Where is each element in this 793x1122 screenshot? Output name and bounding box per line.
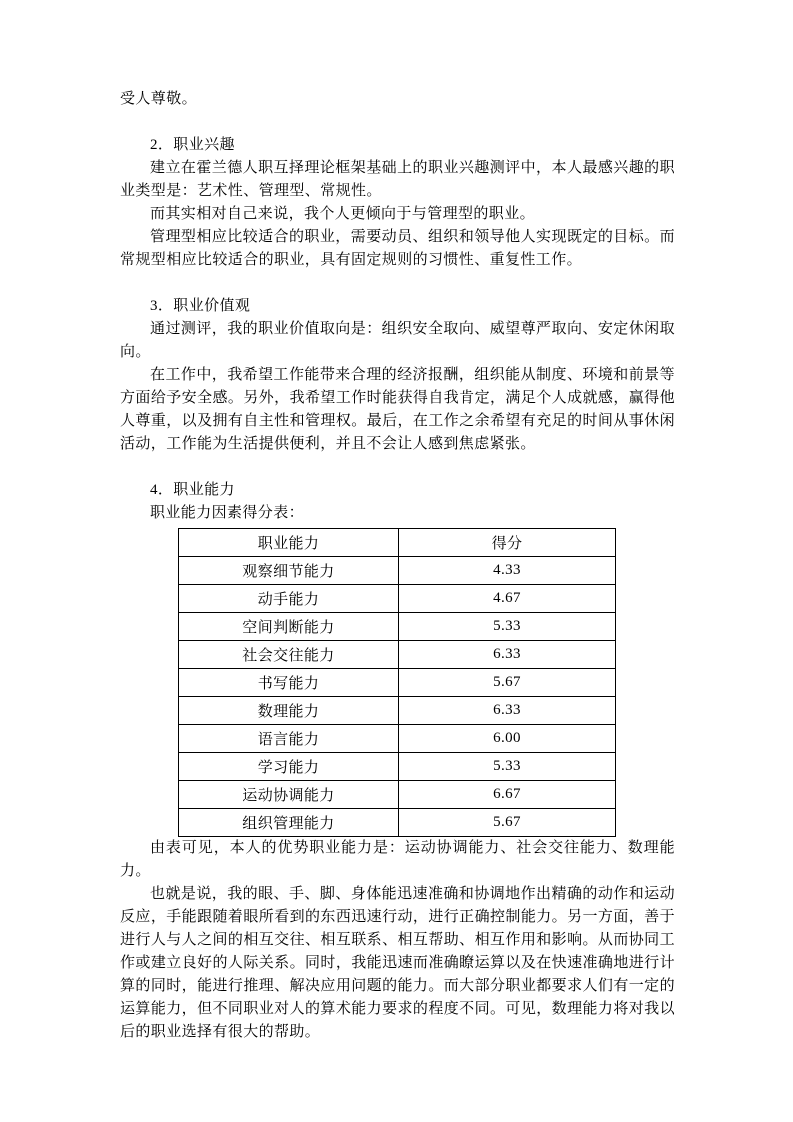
ability-score-table xyxy=(178,528,616,837)
score-cell: 4.67 xyxy=(399,585,616,613)
table-header-row xyxy=(179,529,616,557)
score-cell: 5.67 xyxy=(399,669,616,697)
score-cell: 5.67 xyxy=(399,809,616,837)
score-cell: 5.33 xyxy=(399,613,616,641)
ability-cell: 运动协调能力 xyxy=(179,781,399,809)
ability-cell: 空间判断能力 xyxy=(179,613,399,641)
ability-cell: 组织管理能力 xyxy=(179,809,399,837)
score-cell: 5.33 xyxy=(399,753,616,781)
table-row xyxy=(179,557,616,585)
score-cell: 6.00 xyxy=(399,725,616,753)
section2-paragraph-1: 建立在霍兰德人职互择理论框架基础上的职业兴趣测评中，本人最感兴趣的职业类型是：艺术性、管理型、常规性。 xyxy=(120,160,675,199)
table-row xyxy=(179,697,616,725)
section3-paragraph-2: 在工作中，我希望工作能带来合理的经济报酬，组织能从制度、环境和前景等方面给予安全感。另外，我希望工作时能获得自我肯定，满足个人成就感，赢得他人尊重，以及拥有自主性和管理权。最后，在工作之余希望有充足的时间从事休闲活动，工作能为生活提供便利，并且不会让人感到焦虑紧张。 xyxy=(120,367,675,452)
table-row xyxy=(179,781,616,809)
score-cell: 6.67 xyxy=(399,781,616,809)
section3-paragraph-1: 通过测评，我的职业价值取向是：组织安全取向、威望尊严取向、安定休闲取向。 xyxy=(120,321,675,360)
table-row xyxy=(179,725,616,753)
section2-paragraph-3: 管理型相应比较适合的职业，需要动员、组织和领导他人实现既定的目标。而常规型相应比较适合的职业，具有固定规则的习惯性、重复性工作。 xyxy=(120,229,675,268)
paragraph-leading: 受人尊敬。 xyxy=(120,91,198,107)
ability-cell: 书写能力 xyxy=(179,669,399,697)
table-row xyxy=(179,809,616,837)
score-cell: 4.33 xyxy=(399,557,616,585)
section3-heading: 3．职业价值观 xyxy=(150,298,251,314)
section2-paragraph-2: 而其实相对自己来说，我个人更倾向于与管理型的职业。 xyxy=(150,206,536,222)
header-score: 得分 xyxy=(399,529,616,557)
section4-paragraph-1: 由表可见，本人的优势职业能力是：运动协调能力、社会交往能力、数理能力。 xyxy=(120,840,675,879)
ability-cell: 动手能力 xyxy=(179,585,399,613)
ability-cell: 数理能力 xyxy=(179,697,399,725)
table-row xyxy=(179,585,616,613)
ability-cell: 观察细节能力 xyxy=(179,557,399,585)
score-cell: 6.33 xyxy=(399,641,616,669)
table-row xyxy=(179,669,616,697)
ability-cell: 社会交往能力 xyxy=(179,641,399,669)
section4-heading: 4．职业能力 xyxy=(150,482,235,498)
section4-paragraph-2: 也就是说，我的眼、手、脚、身体能迅速准确和协调地作出精确的动作和运动反应，手能跟随着眼所看到的东西迅速行动，进行正确控制能力。另一方面，善于进行人与人之间的相互交往、相互联系、相互帮助、相互作用和影响。从而协同工作或建立良好的人际关系。同时，我能迅速而准确瞭运算以及在快速准确地进行计算的同时，能进行推理、解决应用问题的能力。而大部分职业都要求人们有一定的运算能力，但不同职业对人的算术能力要求的程度不同。可见，数理能力将对我以后的职业选择有很大的帮助。 xyxy=(120,886,675,1040)
table-row xyxy=(179,613,616,641)
score-table-caption: 职业能力因素得分表： xyxy=(150,505,305,521)
section2-heading: 2．职业兴趣 xyxy=(150,137,235,153)
table-row xyxy=(179,753,616,781)
ability-cell: 学习能力 xyxy=(179,753,399,781)
ability-cell: 语言能力 xyxy=(179,725,399,753)
table-row xyxy=(179,641,616,669)
header-ability: 职业能力 xyxy=(179,529,399,557)
score-cell: 6.33 xyxy=(399,697,616,725)
